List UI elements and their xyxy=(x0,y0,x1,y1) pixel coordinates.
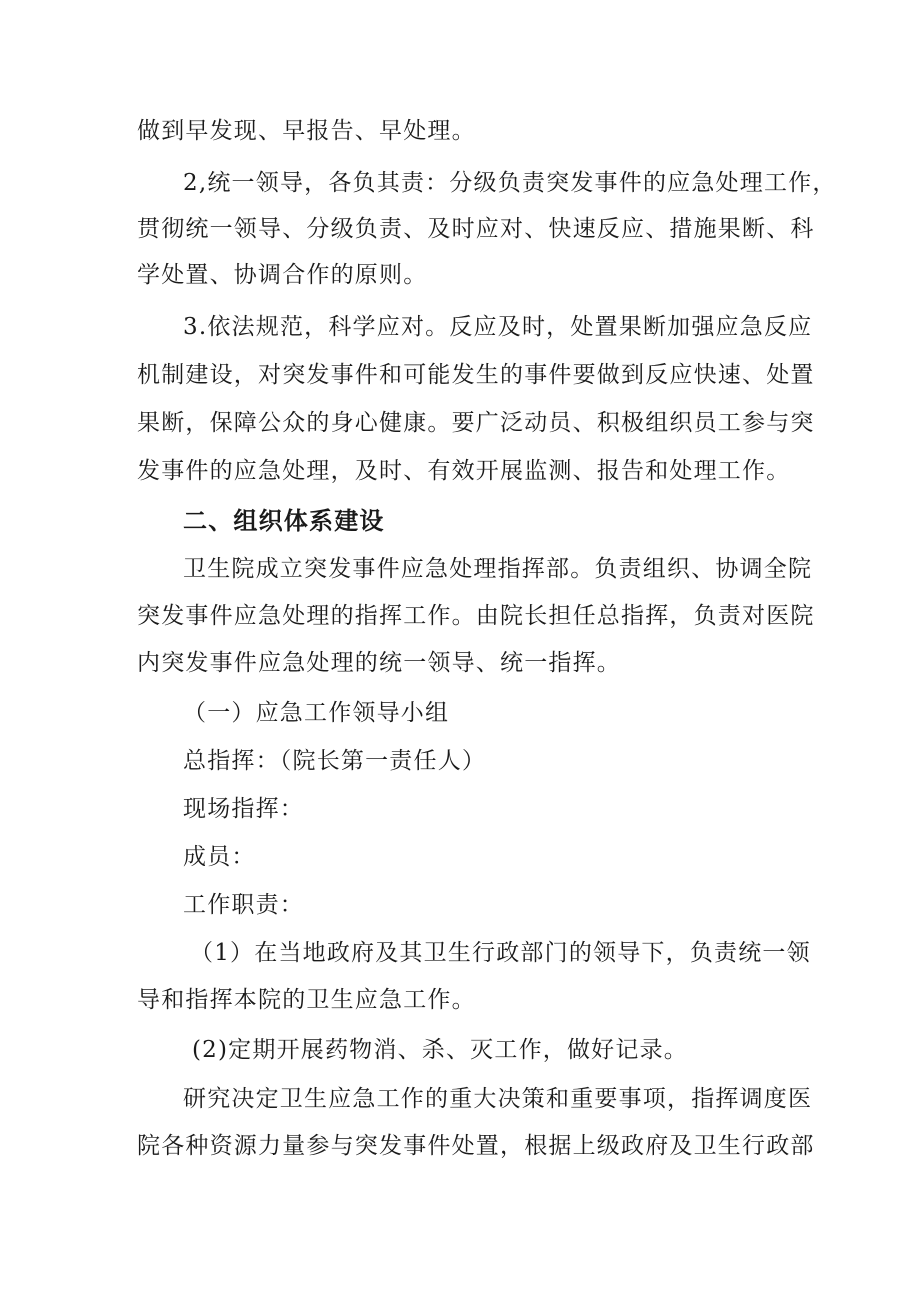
paragraph-line: 导和指挥本院的卫生应急工作。 xyxy=(137,987,476,1013)
field-label: 成员： xyxy=(183,844,256,870)
paragraph-line: 院各种资源力量参与突发事件处置，根据上级政府及卫生行政部 xyxy=(137,1133,815,1159)
paragraph-line: 卫生院成立突发事件应急处理指挥部。负责组织、协调全院 xyxy=(183,556,813,582)
field-label: 现场指挥： xyxy=(183,796,304,822)
paragraph-line: (2)定期开展药物消、杀、灭工作，做好记录。 xyxy=(192,1037,688,1063)
section-heading: 二、组织体系建设 xyxy=(183,507,385,535)
field-label: 工作职责： xyxy=(183,892,304,918)
paragraph-line: 3.依法规范，科学应对。反应及时，处置果断加强应急反应 xyxy=(183,314,813,340)
paragraph-line: 做到早发现、早报告、早处理。 xyxy=(137,118,476,144)
paragraph-line: 突发事件应急处理的指挥工作。由院长担任总指挥，负责对医院 xyxy=(137,603,815,629)
paragraph-line: 2,统一领导，各负其责：分级负责突发事件的应急处理工作， xyxy=(183,170,837,196)
paragraph-line: 研究决定卫生应急工作的重大决策和重要事项，指挥调度医 xyxy=(183,1086,813,1112)
paragraph-line: 内突发事件应急处理的统一领导、统一指挥。 xyxy=(137,650,621,676)
field-label: 总指挥：（院长第一责任人） xyxy=(183,748,487,774)
paragraph-line: 发事件的应急处理，及时、有效开展监测、报告和处理工作。 xyxy=(137,458,791,484)
paragraph-line: 学处置、协调合作的原则。 xyxy=(137,262,428,288)
paragraph-line: 机制建设，对突发事件和可能发生的事件要做到反应快速、处置 xyxy=(137,362,815,388)
paragraph-line: （1）在当地政府及其卫生行政部门的领导下，负责统一领 xyxy=(190,940,811,966)
paragraph-line: 果断，保障公众的身心健康。要广泛动员、积极组织员工参与突 xyxy=(137,410,815,436)
subsection-heading: （一）应急工作领导小组 xyxy=(183,700,450,726)
paragraph-line: 贯彻统一领导、分级负责、及时应对、快速反应、措施果断、科 xyxy=(137,216,815,242)
